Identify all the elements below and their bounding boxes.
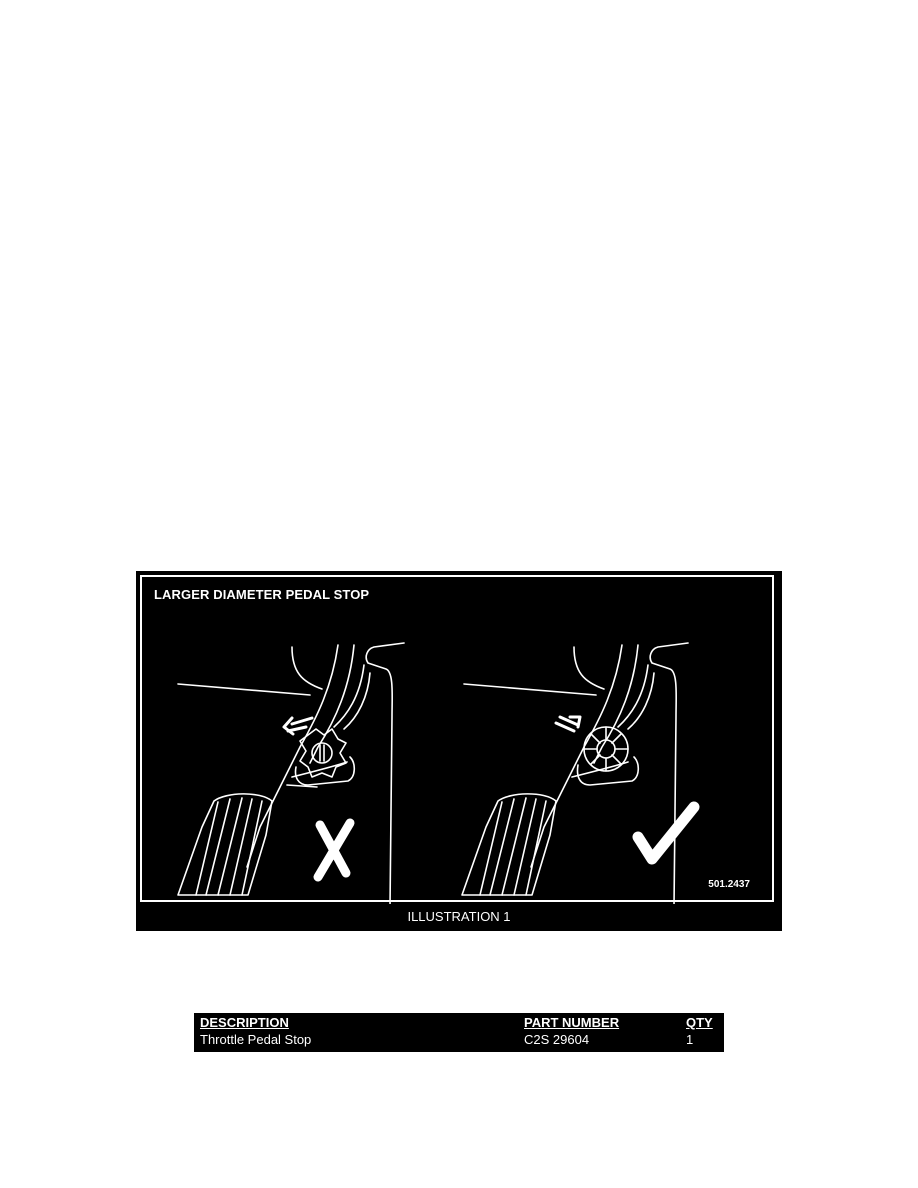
header-description: DESCRIPTION [200, 1015, 289, 1030]
figure-reference-code: 501.2437 [708, 879, 750, 890]
figure-caption: ILLUSTRATION 1 [407, 909, 511, 924]
table-row [194, 1032, 724, 1050]
header-qty: QTY [686, 1015, 713, 1030]
cell-description: Throttle Pedal Stop [200, 1032, 312, 1047]
figure-title: LARGER DIAMETER PEDAL STOP [154, 587, 370, 602]
parts-table [194, 1013, 724, 1052]
small-pedal-stop [296, 729, 355, 785]
illustration-frame [140, 575, 774, 902]
check-icon [638, 807, 694, 859]
throttle-pedal-right [462, 794, 556, 895]
cell-qty: 1 [686, 1032, 694, 1047]
direction-arrow-right [556, 717, 580, 731]
cross-icon [318, 823, 350, 877]
throttle-pedal-left [178, 794, 272, 895]
cell-part-number: C2S 29604 [524, 1032, 590, 1047]
correct-panel [462, 643, 694, 904]
header-part-number: PART NUMBER [524, 1015, 620, 1030]
pedal-illustration [142, 577, 776, 904]
large-pedal-stop [578, 727, 639, 785]
table-header-row [194, 1015, 724, 1033]
incorrect-panel [178, 643, 404, 904]
illustration-figure [136, 571, 782, 931]
